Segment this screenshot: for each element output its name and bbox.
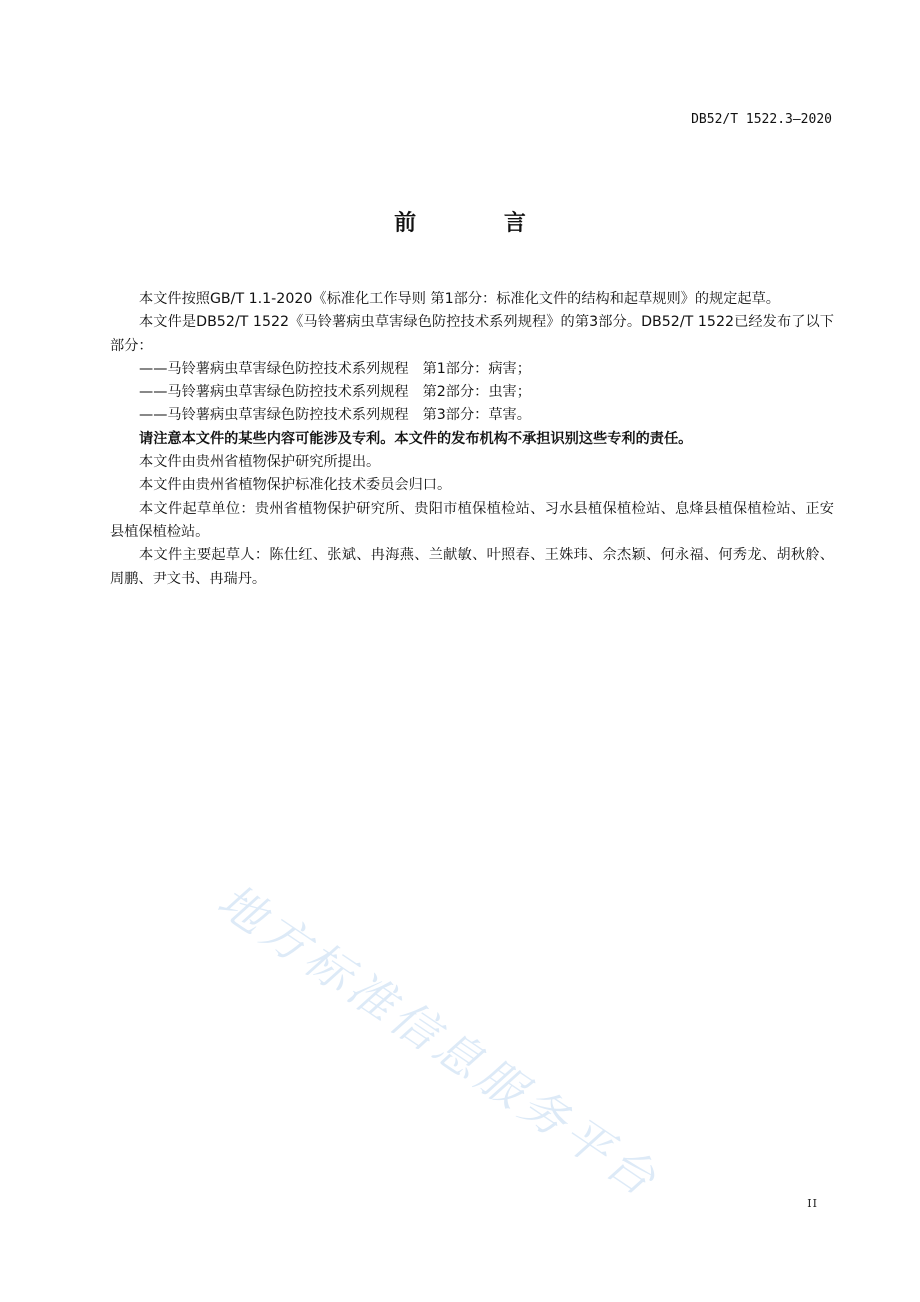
list-item-title: ——马铃薯病虫草害绿色防控技术系列规程 xyxy=(139,360,409,377)
watermark: 地方标准信息服务平台 xyxy=(208,873,670,1209)
paragraph-technical-committee: 本文件由贵州省植物保护标准化技术委员会归口。 xyxy=(139,477,452,494)
page-number: II xyxy=(807,1197,818,1210)
paragraph-series-description: 本文件是DB52/T 1522《马铃薯病虫草害绿色防控技术系列规程》的第3部分。DB52/T 1522已经发布了以下部分： xyxy=(110,314,834,354)
list-item xyxy=(110,358,834,381)
paragraph-standard-basis: 本文件按照GB/T 1.1-2020《标准化工作导则 第1部分：标准化文件的结构和起草规则》的规定起草。 xyxy=(139,291,780,307)
list-item-title: ——马铃薯病虫草害绿色防控技术系列规程 xyxy=(139,407,409,424)
list-item xyxy=(110,381,834,404)
paragraph-drafters: 本文件主要起草人：陈仕红、张斌、冉海燕、兰献敏、叶照春、王姝玮、佘杰颖、何永福、何秀龙、胡秋舲、周鹏、尹文书、冉瑞丹。 xyxy=(110,547,834,587)
paragraph-drafting-units: 本文件起草单位：贵州省植物保护研究所、贵阳市植保植检站、习水县植保植检站、息烽县植保植检站、正安县植保植检站。 xyxy=(110,500,834,540)
foreword-body xyxy=(110,288,834,591)
list-item-title: ——马铃薯病虫草害绿色防控技术系列规程 xyxy=(139,384,409,401)
list-item xyxy=(110,404,834,427)
paragraph-proposer: 本文件由贵州省植物保护研究所提出。 xyxy=(139,454,381,471)
document-code: DB52/T 1522.3—2020 xyxy=(691,112,832,127)
list-item-part: 第1部分：病害； xyxy=(422,360,531,377)
patent-notice: 请注意本文件的某些内容可能涉及专利。本文件的发布机构不承担识别这些专利的责任。 xyxy=(139,430,693,447)
page-title: 前 言 xyxy=(394,211,566,236)
list-item-part: 第2部分：虫害； xyxy=(422,384,531,401)
list-item-part: 第3部分：草害。 xyxy=(422,407,531,424)
